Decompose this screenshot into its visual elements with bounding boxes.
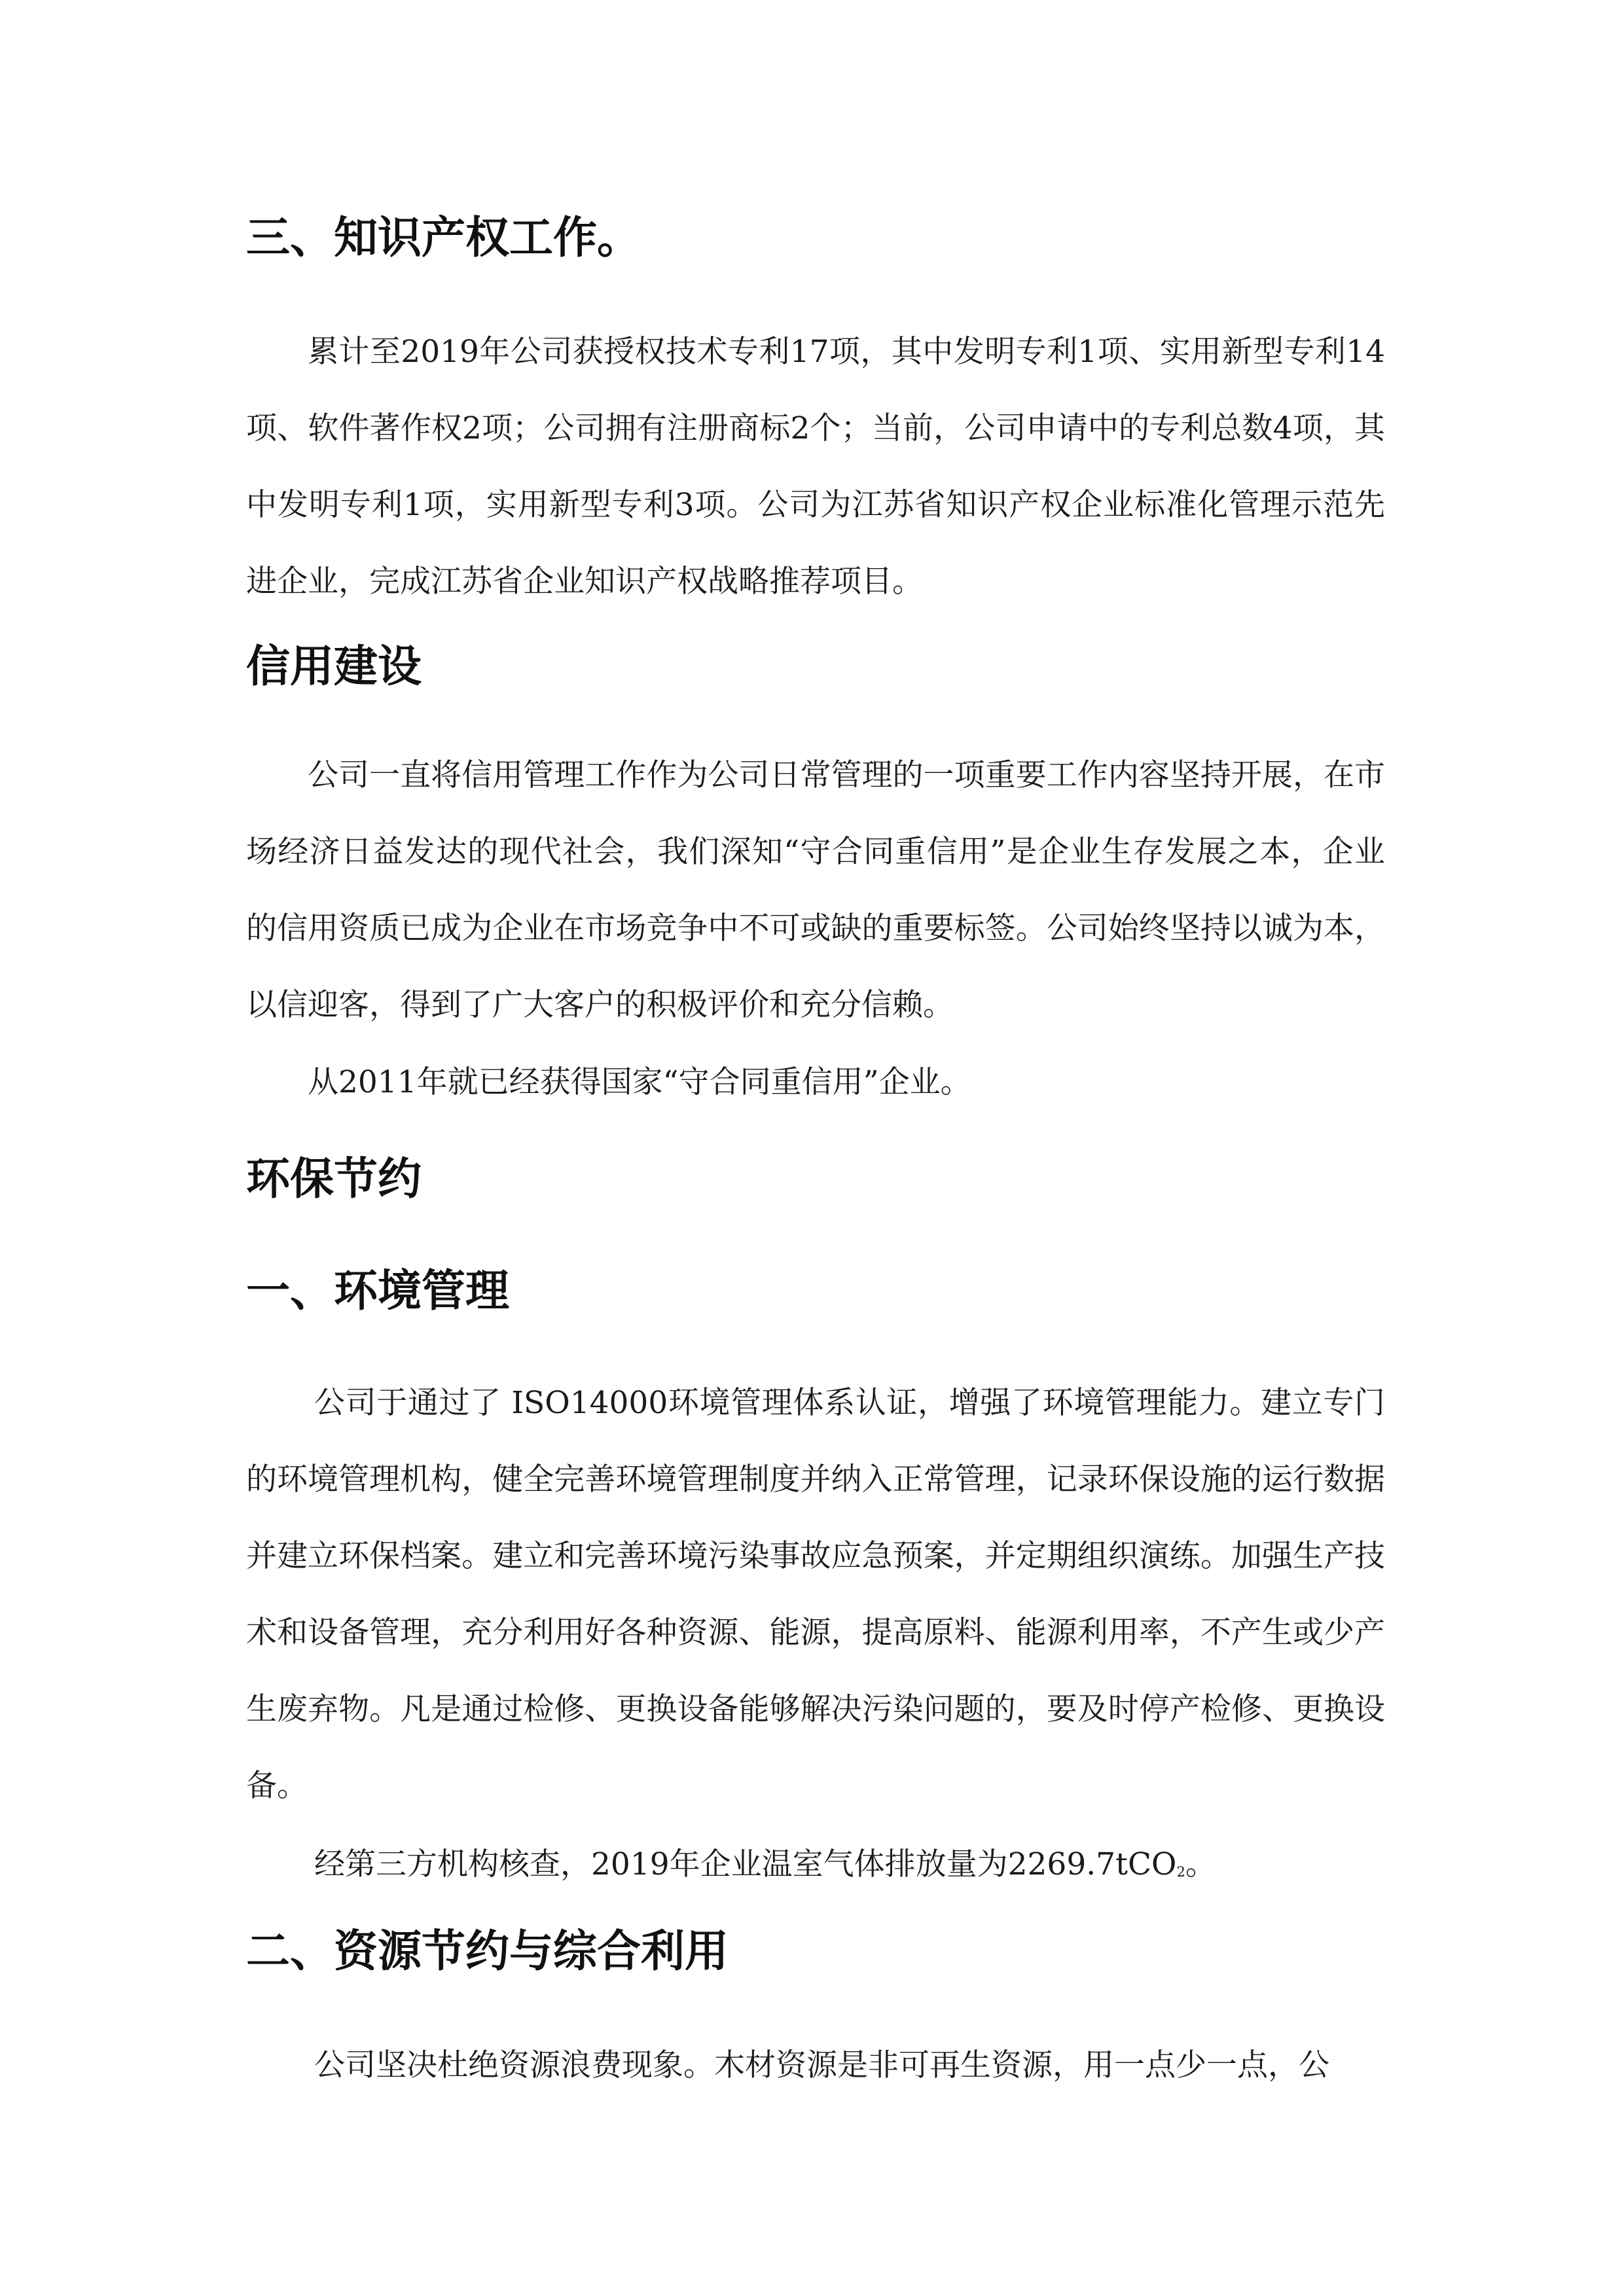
section-heading-credit: 信用建设 [246,641,422,692]
emission-end: 。 [1185,1846,1216,1882]
paragraph-credit-award: 从2011年就已经获得国家“守合同重信用”企业。 [308,1064,971,1100]
section-heading-env-management: 一、环境管理 [246,1265,509,1316]
paragraph-resources: 公司坚决杜绝资源浪费现象。木材资源是非可再生资源，用一点少一点，公 [314,2047,1329,2083]
section-heading-environment: 环保节约 [246,1153,422,1204]
section-heading-resources: 二、资源节约与综合利用 [246,1926,729,1977]
paragraph-emission [246,1826,1385,1910]
section-heading-ip: 三、知识产权工作。 [246,212,641,263]
emission-text: 经第三方机构核查，2019年企业温室气体排放量为2269.7tCO [314,1846,1177,1882]
paragraph-env-management: 公司于通过了 ISO14000环境管理体系认证，增强了环境管理能力。建立专门的环境管理机构，健全完善环境管理制度并纳入正常管理，记录环保设施的运行数据并建立环保档案。建立和完善环境污染事故应急预案，并定期组织演练。加强生产技术和设备管理，充分利用好各种资源、能源，提高原料、能源利用率，不产生或少产生废弃物。凡是通过检修、更换设备能够解决污染问题的，要及时停产检修、更换设备。 [246,1385,1385,1804]
emission-subscript: 2 [1176,1863,1185,1880]
paragraph-ip: 累计至2019年公司获授权技术专利17项，其中发明专利1项、实用新型专利14项、软件著作权2项；公司拥有注册商标2个；当前，公司申请中的专利总数4项，其中发明专利1项，实用新型专利3项。公司为江苏省知识产权企业标准化管理示范先进企业，完成江苏省企业知识产权战略推荐项目。 [246,334,1385,600]
paragraph-credit: 公司一直将信用管理工作作为公司日常管理的一项重要工作内容坚持开展，在市场经济日益发达的现代社会，我们深知“守合同重信用”是企业生存发展之本，企业的信用资质已成为企业在市场竞争中不可或缺的重要标签。公司始终坚持以诚为本，以信迎客，得到了广大客户的积极评价和充分信赖。 [246,757,1385,1023]
document-page [246,0,1385,2296]
